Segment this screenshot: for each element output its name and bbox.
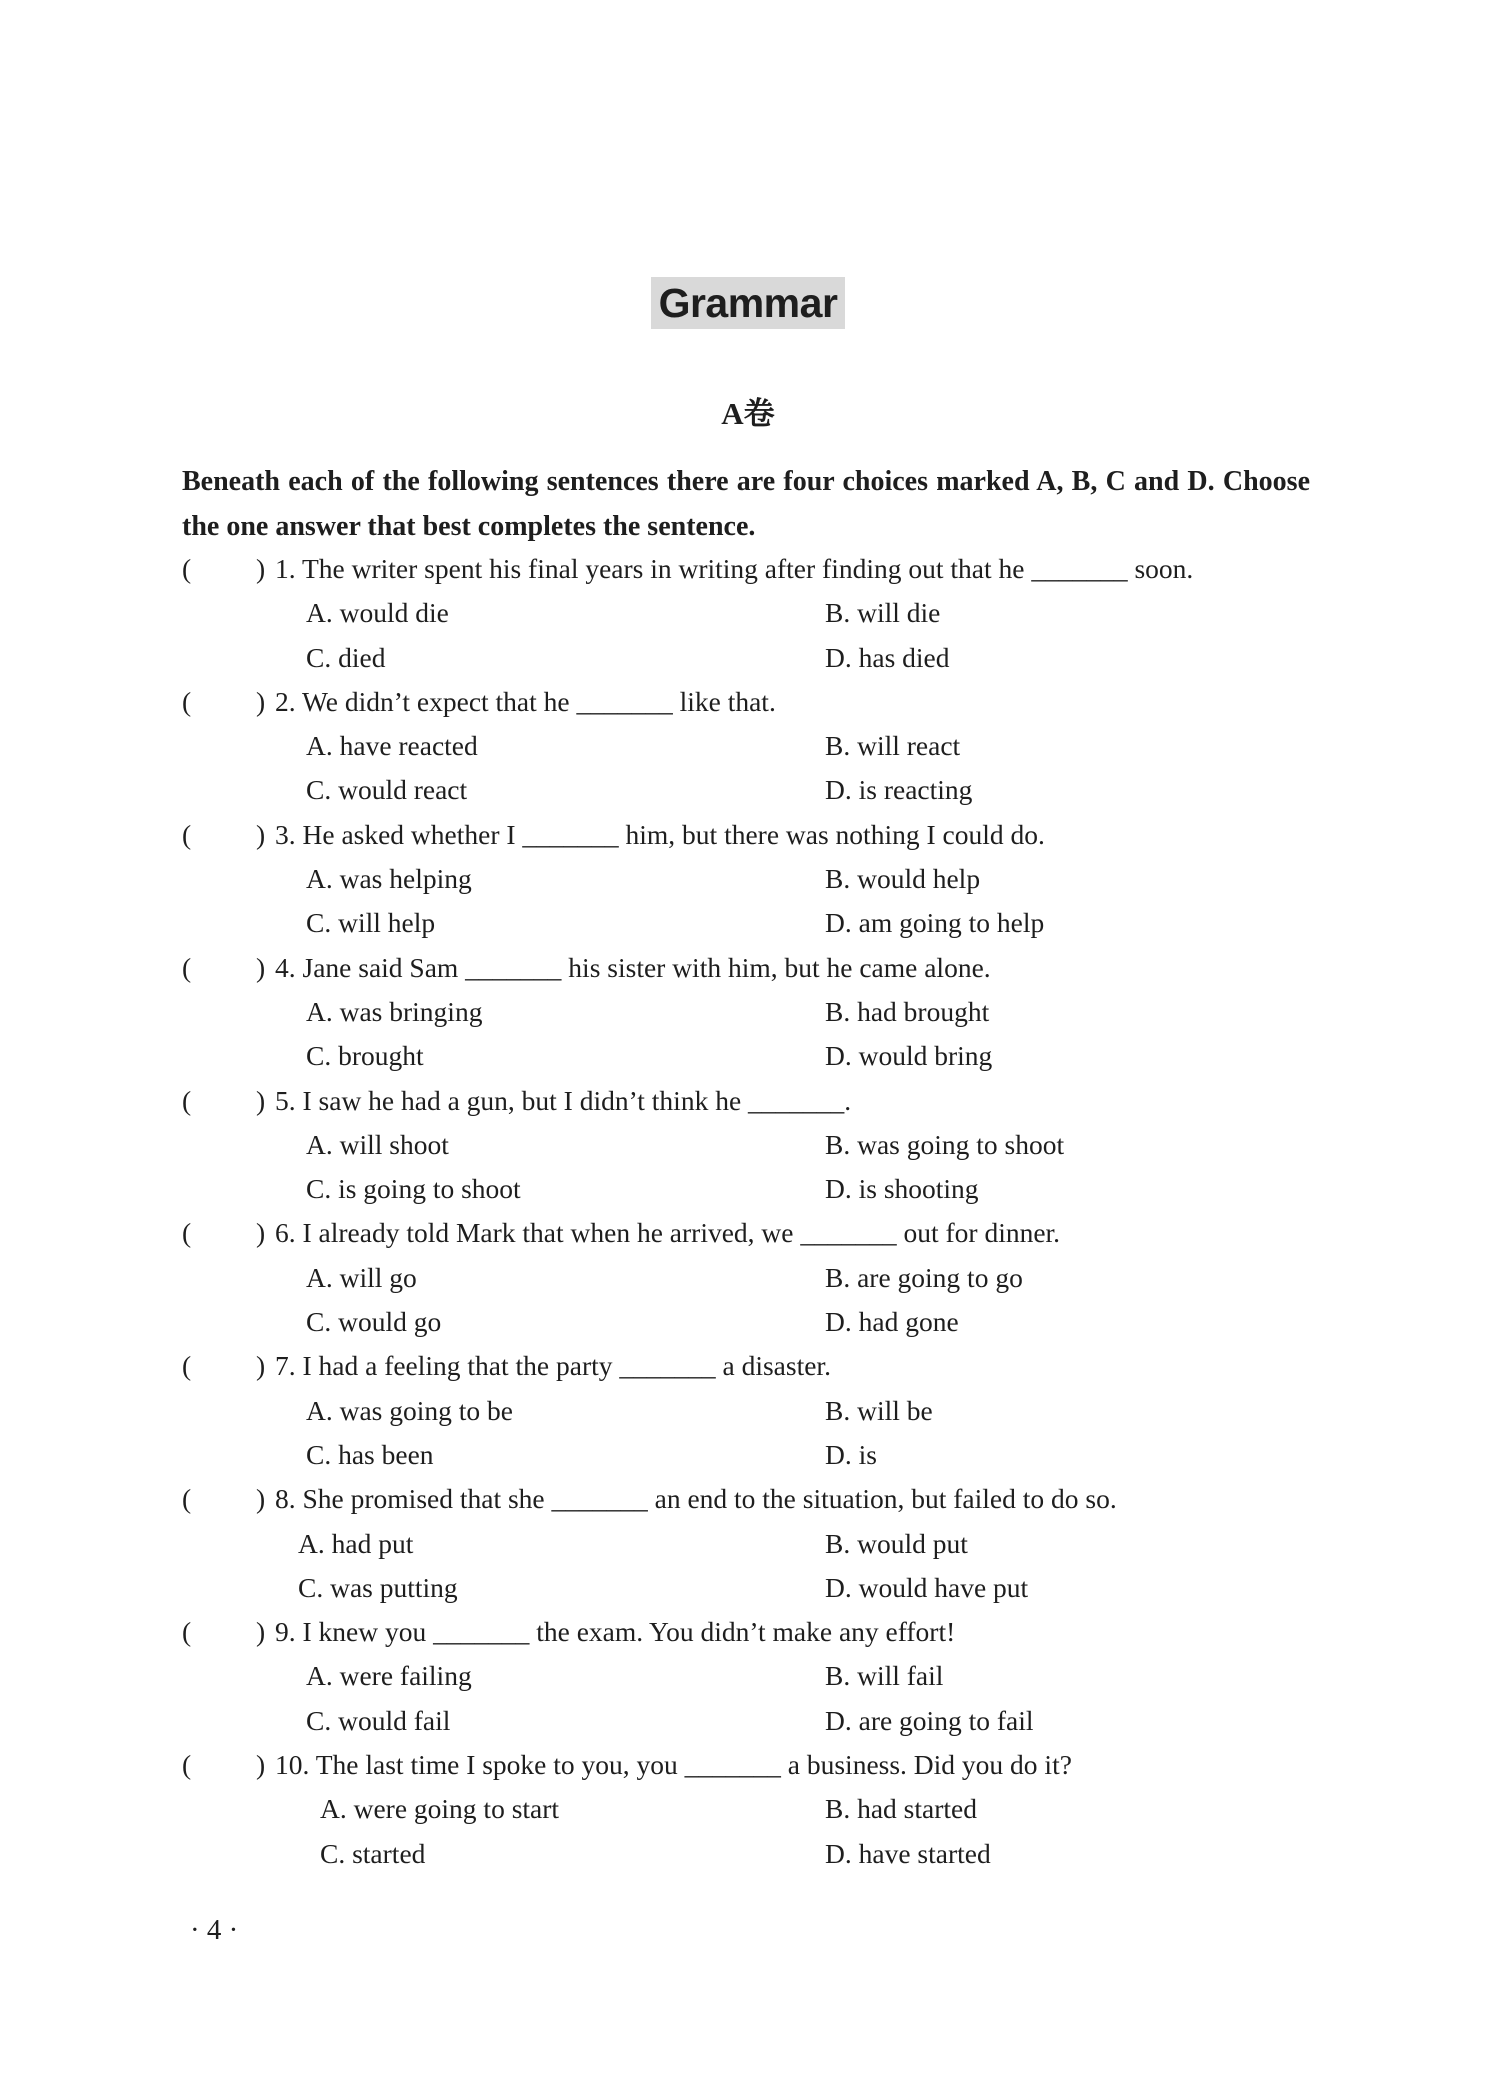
- option-b: B. will react: [825, 730, 961, 762]
- option-a: A. have reacted: [306, 730, 478, 762]
- option-c: C. started: [320, 1837, 426, 1869]
- question-stem-line: [0, 1079, 1496, 1123]
- option-d: D. would have put: [825, 1571, 1029, 1603]
- option-b: B. would put: [825, 1527, 968, 1559]
- options-row: [0, 1389, 1496, 1433]
- option-c: C. would react: [306, 774, 468, 806]
- answer-paren-close: ): [256, 1616, 266, 1648]
- question-stem-line: [0, 946, 1496, 990]
- options-row: [0, 990, 1496, 1034]
- option-c: C. died: [306, 641, 386, 673]
- option-a: A. will go: [306, 1261, 417, 1293]
- question-stem-line: [0, 680, 1496, 724]
- option-d: D. would bring: [825, 1040, 993, 1072]
- option-a: A. was bringing: [306, 995, 483, 1027]
- question-stem-line: [0, 547, 1496, 591]
- question-stem-line: [0, 813, 1496, 857]
- question-stem: 1. The writer spent his final years in writing after finding out that he _______ soon.: [275, 553, 1194, 584]
- section-title: A卷: [721, 396, 775, 431]
- question-stem-line: [0, 1610, 1496, 1654]
- options-row: [0, 1654, 1496, 1698]
- question-stem: 3. He asked whether I _______ him, but there was nothing I could do.: [275, 818, 1045, 850]
- question-stem: 4. Jane said Sam _______ his sister with him, but he came alone.: [275, 951, 991, 983]
- options-row: [0, 1699, 1496, 1743]
- option-d: D. has died: [825, 641, 950, 673]
- answer-paren-close: ): [256, 1217, 266, 1249]
- page-number: · 4 ·: [190, 1914, 239, 1946]
- options-row: [0, 1034, 1496, 1078]
- option-a: A. will shoot: [306, 1128, 449, 1160]
- option-c: C. brought: [306, 1040, 424, 1072]
- option-d: D. is reacting: [825, 774, 973, 806]
- option-a: A. was going to be: [306, 1394, 513, 1426]
- heading-container: [0, 277, 1496, 329]
- answer-paren-close: ): [256, 553, 266, 584]
- option-d: D. is shooting: [825, 1173, 979, 1205]
- option-b: B. had brought: [825, 995, 990, 1027]
- options-row: [0, 768, 1496, 812]
- option-b: B. will be: [825, 1394, 933, 1426]
- options-row: [0, 1123, 1496, 1167]
- option-c: C. will help: [306, 907, 436, 939]
- answer-paren-close: ): [256, 951, 266, 983]
- answer-paren-close: ): [256, 818, 266, 850]
- options-row: [0, 1167, 1496, 1211]
- option-b: B. will die: [825, 597, 941, 629]
- option-c: C. would fail: [306, 1704, 451, 1736]
- option-d: D. am going to help: [825, 907, 1045, 939]
- option-d: D. have started: [825, 1837, 991, 1869]
- option-b: B. would help: [825, 863, 981, 895]
- page-heading: Grammar: [651, 277, 846, 329]
- option-d: D. is: [825, 1438, 877, 1470]
- options-row: [0, 1566, 1496, 1610]
- option-c: C. was putting: [298, 1571, 458, 1603]
- question-stem-line: [0, 1743, 1496, 1787]
- question-stem: 7. I had a feeling that the party _______ a disaster.: [275, 1350, 831, 1382]
- options-row: [0, 1300, 1496, 1344]
- answer-paren-open: (: [182, 1084, 192, 1116]
- question-stem: 9. I knew you _______ the exam. You didn’t make any effort!: [275, 1616, 956, 1648]
- option-b: B. had started: [825, 1793, 977, 1825]
- options-row: [0, 1787, 1496, 1831]
- option-a: A. was helping: [306, 863, 472, 895]
- answer-paren-close: ): [256, 1483, 266, 1515]
- option-a: A. had put: [298, 1527, 414, 1559]
- answer-paren-open: (: [182, 1483, 192, 1515]
- question-stem-line: [0, 1477, 1496, 1521]
- answer-paren-open: (: [182, 818, 192, 850]
- question-list: [0, 547, 1496, 1876]
- option-b: B. was going to shoot: [825, 1128, 1065, 1160]
- question-stem: 5. I saw he had a gun, but I didn’t think he _______.: [275, 1084, 852, 1116]
- question-stem-line: [0, 1211, 1496, 1255]
- instructions: Beneath each of the following sentences there are four choices marked A, B, C and D. Choose the one answer that best completes the sentence.: [182, 466, 1310, 542]
- answer-paren-close: ): [256, 1350, 266, 1382]
- options-row: [0, 1256, 1496, 1300]
- options-row: [0, 1832, 1496, 1876]
- options-row: [0, 636, 1496, 680]
- answer-paren-close: ): [256, 1749, 266, 1781]
- question-stem: 10. The last time I spoke to you, you _______ a business. Did you do it?: [275, 1749, 1072, 1781]
- option-b: B. are going to go: [825, 1261, 1023, 1293]
- options-row: [0, 724, 1496, 768]
- answer-paren-open: (: [182, 553, 192, 584]
- question-stem: 8. She promised that she _______ an end to the situation, but failed to do so.: [275, 1483, 1117, 1515]
- options-row: [0, 901, 1496, 945]
- option-a: A. were failing: [306, 1660, 472, 1692]
- answer-paren-open: (: [182, 1350, 192, 1382]
- option-d: D. are going to fail: [825, 1704, 1034, 1736]
- question-stem-line: [0, 1344, 1496, 1388]
- option-d: D. had gone: [825, 1306, 959, 1338]
- question-stem: 6. I already told Mark that when he arrived, we _______ out for dinner.: [275, 1217, 1061, 1249]
- options-row: [0, 1433, 1496, 1477]
- option-a: A. would die: [306, 597, 449, 629]
- answer-paren-close: ): [256, 1084, 266, 1116]
- option-a: A. were going to start: [320, 1793, 560, 1825]
- options-row: [0, 857, 1496, 901]
- answer-paren-open: (: [182, 1616, 192, 1648]
- answer-paren-close: ): [256, 685, 266, 717]
- answer-paren-open: (: [182, 685, 192, 717]
- answer-paren-open: (: [182, 1749, 192, 1781]
- option-c: C. is going to shoot: [306, 1173, 521, 1205]
- options-row: [0, 591, 1496, 635]
- option-c: C. has been: [306, 1438, 434, 1470]
- answer-paren-open: (: [182, 1217, 192, 1249]
- question-stem: 2. We didn’t expect that he _______ like that.: [275, 685, 776, 717]
- option-b: B. will fail: [825, 1660, 944, 1692]
- option-c: C. would go: [306, 1306, 442, 1338]
- answer-paren-open: (: [182, 951, 192, 983]
- options-row: [0, 1522, 1496, 1566]
